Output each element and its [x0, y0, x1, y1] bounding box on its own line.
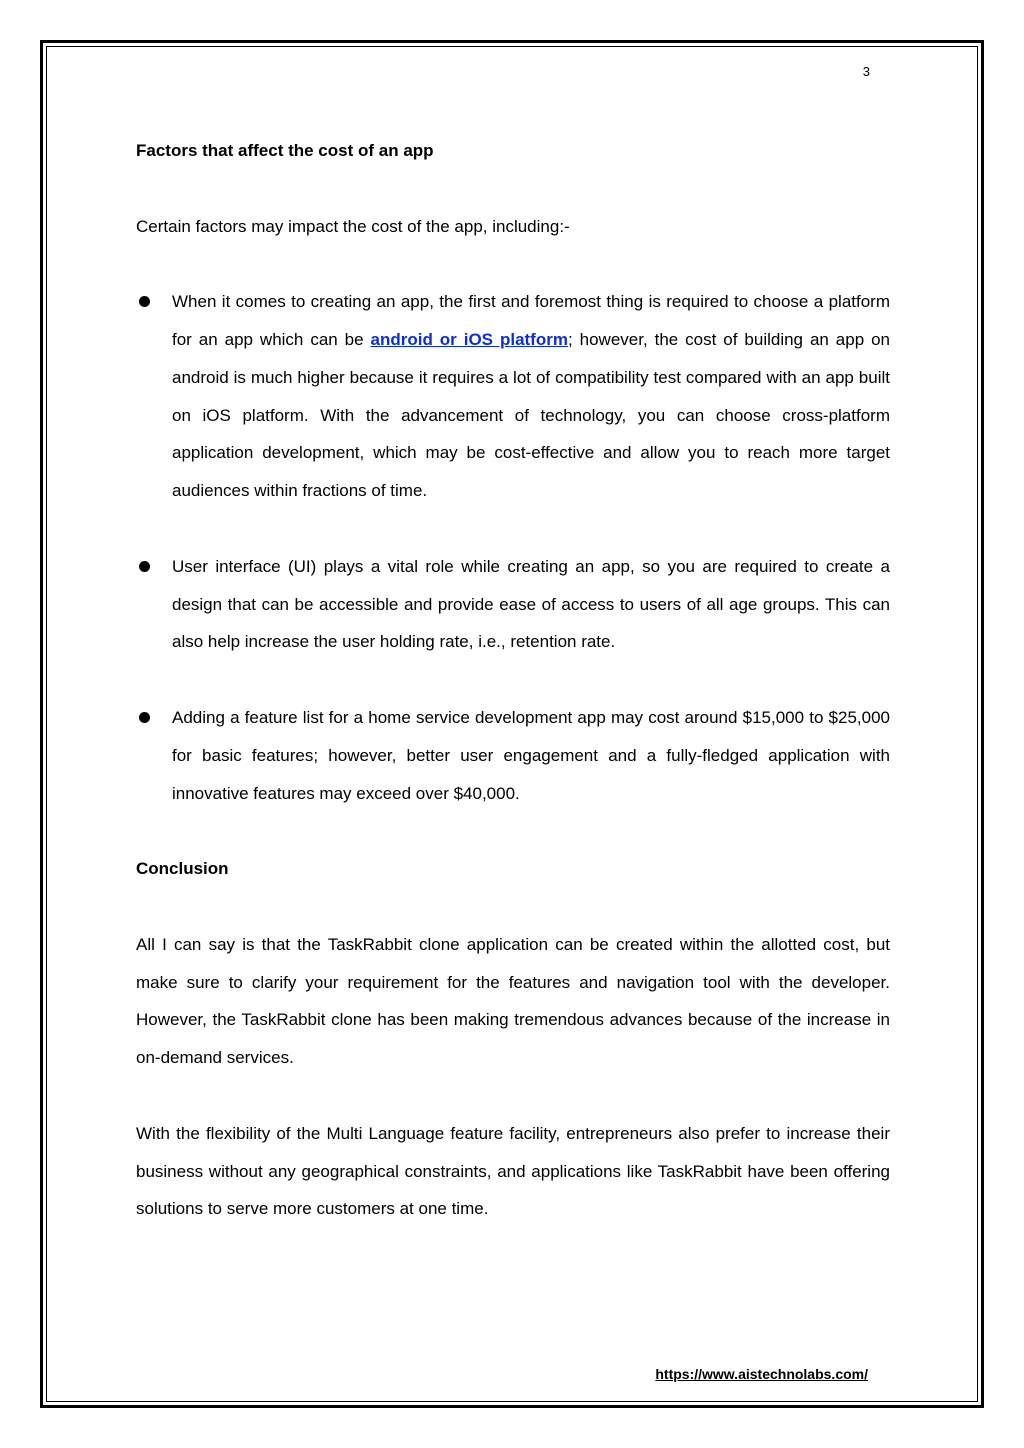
spacer	[136, 812, 890, 850]
list-item-text: User interface (UI) plays a vital role while creating an app, so you are required to create a design that can be accessible and provide ease of access to users of all age groups. This can also help increase the user holding rate, i.e., retention rate.	[172, 556, 890, 652]
factors-list	[136, 283, 890, 812]
list-item-text-start: When it comes to creating an app, the first and foremost thing is required to choose a platform for an app which can be	[172, 292, 890, 349]
bullet-dot-icon	[139, 561, 150, 572]
page-number: 3	[862, 64, 870, 79]
list-item	[136, 699, 890, 812]
page-content	[136, 132, 890, 1228]
footer-website-link[interactable]: https://www.aistechnolabs.com/	[655, 1366, 868, 1382]
conclusion-paragraph-1: All I can say is that the TaskRabbit clone application can be created within the allotted cost, but make sure to clarify your requirement for the features and navigation tool with the developer. However, the TaskRabbit clone has been making tremendous advances because of the increase in on-demand services.	[136, 934, 890, 1068]
intro-paragraph: Certain factors may impact the cost of the app, including:-	[136, 216, 570, 236]
list-item-text-end: ; however, the cost of building an app on android is much higher because it requires a lot of compatibility test compared with an app built on iOS platform. With the advancement of technology, you can choose cross-platform application development, which may be cost-effective and allow you to reach more target audiences within fractions of time.	[172, 329, 891, 501]
platform-link[interactable]: android or iOS platform	[370, 329, 568, 349]
spacer	[136, 1077, 890, 1115]
spacer	[136, 510, 890, 548]
list-item	[136, 548, 890, 661]
spacer	[136, 661, 890, 699]
spacer	[136, 888, 890, 926]
list-item	[136, 283, 890, 510]
section-heading-factors: Factors that affect the cost of an app	[136, 141, 434, 160]
spacer	[136, 170, 890, 208]
conclusion-paragraph-2: With the flexibility of the Multi Language feature facility, entrepreneurs also prefer to increase their business without any geographical constraints, and applications like TaskRabbit have been offering solutions to serve more customers at one time.	[136, 1123, 890, 1219]
section-heading-conclusion: Conclusion	[136, 859, 229, 879]
bullet-dot-icon	[139, 296, 150, 307]
bullet-dot-icon	[139, 712, 150, 723]
list-item-text: Adding a feature list for a home service development app may cost around $15,000 to $25,000 for basic features; however, better user engagement and a fully-fledged application with innovative features may exceed over $40,000.	[172, 707, 890, 803]
spacer	[136, 245, 890, 283]
